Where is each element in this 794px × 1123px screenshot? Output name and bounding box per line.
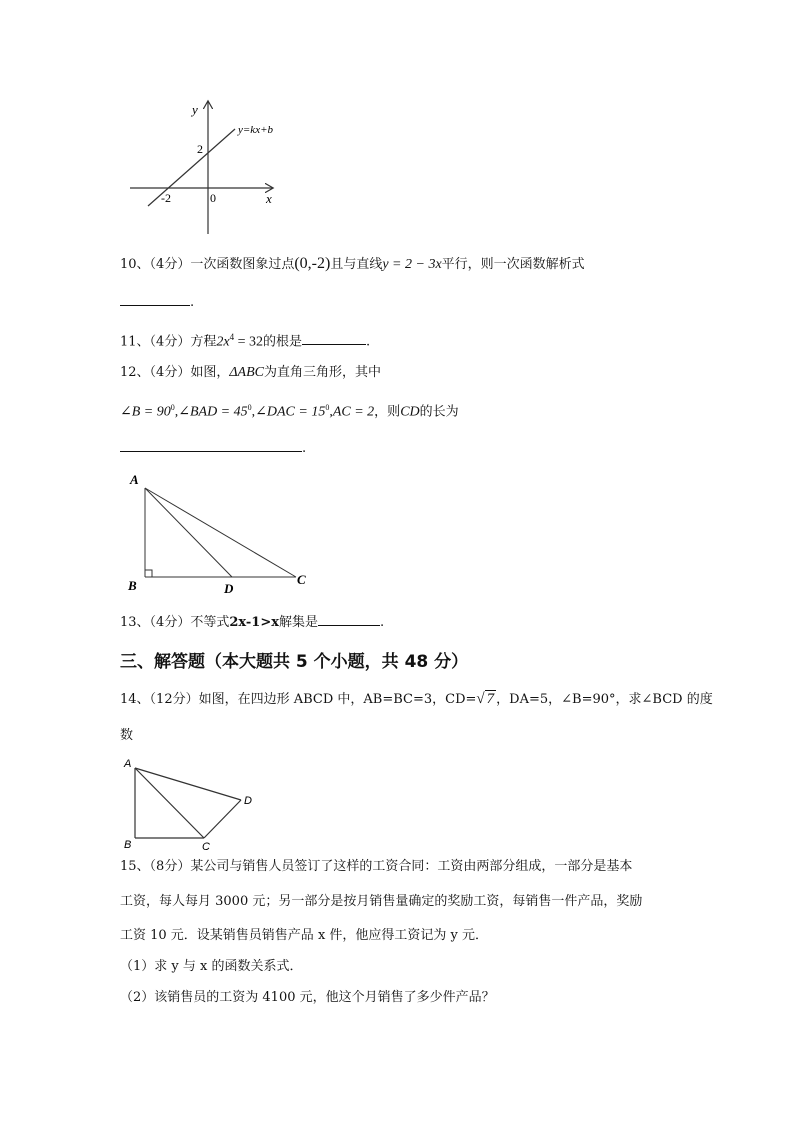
- q10-answer-line: [120, 292, 194, 312]
- q12-ac: AC = 2: [332, 404, 375, 420]
- q11-answer-blank[interactable]: [302, 331, 366, 345]
- q12-text2: 为直角三角形，其中: [264, 365, 382, 380]
- quadrilateral-abcd-figure: [120, 755, 270, 850]
- q11-end: .: [365, 334, 371, 350]
- section-3-title: 三、解答题（本大题共 5 个小题，共 48 分）: [120, 652, 469, 672]
- question-15: [120, 858, 632, 876]
- question-13: [120, 612, 384, 632]
- q11-number: 11、: [120, 334, 150, 350]
- q10-number: 10、: [120, 257, 150, 272]
- q12-text4: 的长为: [419, 404, 459, 420]
- vertex-c-label: C: [297, 572, 306, 587]
- vertex-a-label: A: [124, 758, 132, 770]
- q11-equation-rhs: = 32: [234, 334, 263, 350]
- line-label: y=kx+b: [238, 124, 273, 136]
- q14-text2: ，DA=5，∠B=90°，求∠BCD 的度: [496, 692, 713, 707]
- q12-text3: ，则: [374, 404, 401, 420]
- q12-angle-bad: ∠BAD = 45: [178, 404, 248, 420]
- triangle-abc-figure: [120, 470, 320, 600]
- q11-equation-base: 2x: [216, 334, 230, 350]
- segment-ac: [145, 488, 296, 577]
- question-14: [120, 690, 713, 709]
- x-axis-label: x: [266, 191, 272, 206]
- q12-answer-line: [120, 438, 306, 458]
- segment-cd: [204, 800, 241, 838]
- q13-text2: 解集是: [279, 615, 319, 630]
- x-intercept-label: -2: [161, 191, 171, 205]
- q15-score: （8分）: [149, 859, 191, 874]
- question-11: [120, 328, 370, 351]
- q12-triangle: ΔABC: [229, 365, 265, 380]
- q12-score: （4分）: [149, 365, 191, 380]
- vertex-b-label: B: [124, 839, 132, 850]
- q14-score: （12分）: [149, 692, 199, 707]
- q14-sqrt: √ 7: [476, 691, 495, 707]
- vertex-c-label: C: [202, 841, 210, 850]
- q12-end: .: [302, 441, 307, 456]
- q14-number: 14、: [120, 692, 150, 707]
- q11-equation-exp: 4: [229, 332, 235, 342]
- y-intercept-label: 2: [197, 142, 203, 156]
- q12-angle-b: ∠B = 90: [120, 404, 171, 420]
- question-10: [120, 255, 585, 274]
- q12-deg-b: 0: [170, 403, 175, 412]
- y-axis-label: y: [192, 102, 198, 117]
- vertex-a-label: A: [130, 472, 139, 487]
- q15-sub1: （1）求 y 与 x 的函数关系式．: [120, 959, 303, 974]
- q14-text1: 如图，在四边形 ABCD 中，AB=BC=3，CD=: [198, 692, 477, 707]
- q12-number: 12、: [120, 365, 150, 380]
- q12-cd: CD: [400, 404, 420, 420]
- q10-text1: 一次函数图象过点: [190, 257, 295, 272]
- q12-angle-dac: ∠DAC = 15: [255, 404, 326, 420]
- q12-conditions: ∠B = $90^0,\angle BAD$ = $45^0,\angle DAC = 15^0,AC = 2$，则CD的长为: [120, 403, 459, 420]
- question-12: [120, 364, 381, 382]
- q12-text1: 如图，: [190, 365, 230, 380]
- q10-answer-blank[interactable]: [120, 292, 190, 306]
- q12-deg-bad: 0: [247, 403, 252, 412]
- q15-line2: 工资，每人每月 3000 元；另一部分是按月销售量确定的奖励工资，每销售一件产品，奖励: [120, 894, 643, 909]
- q10-point: (0,-2): [294, 255, 331, 272]
- q15-sub2: （2）该销售员的工资为 4100 元，他这个月销售了多少件产品？: [120, 990, 495, 1005]
- q15-line3: 工资 10 元．设某销售员销售产品 x 件，他应得工资记为 y 元．: [120, 928, 489, 943]
- q11-text2: 的根是: [262, 334, 302, 350]
- q10-score: （4分）: [149, 257, 191, 272]
- q12-deg-dac: 0: [325, 403, 330, 412]
- q13-answer-blank[interactable]: [318, 612, 380, 626]
- q15-number: 15、: [120, 859, 150, 874]
- linear-function-graph: [120, 96, 290, 236]
- q13-number: 13、: [120, 615, 150, 630]
- q14-sqrt-arg: 7: [486, 691, 495, 707]
- origin-label: 0: [210, 191, 216, 205]
- vertex-b-label: B: [128, 578, 137, 593]
- q13-end: .: [380, 615, 385, 630]
- q10-end: .: [190, 295, 195, 310]
- q12-answer-blank[interactable]: [120, 438, 302, 452]
- q15-line1: 某公司与销售人员签订了这样的工资合同：工资由两部分组成，一部分是基本: [190, 859, 633, 874]
- q13-score: （4分）: [149, 615, 191, 630]
- q14-line2: 数: [120, 728, 134, 743]
- q11-text1: 方程: [190, 334, 217, 350]
- segment-ad: [145, 488, 232, 577]
- vertex-d-label: D: [244, 795, 252, 807]
- q10-line: y = 2 − 3x: [382, 257, 442, 272]
- q13-text1: 不等式: [190, 615, 230, 630]
- q10-text2: 且与直线: [330, 257, 383, 272]
- vertex-d-label: D: [224, 581, 234, 596]
- right-angle-mark: [145, 570, 152, 577]
- q11-score: （4分）: [149, 334, 191, 350]
- q10-text3: 平行，则一次函数解析式: [441, 257, 585, 272]
- q13-inequality: 2x-1>x: [229, 615, 279, 630]
